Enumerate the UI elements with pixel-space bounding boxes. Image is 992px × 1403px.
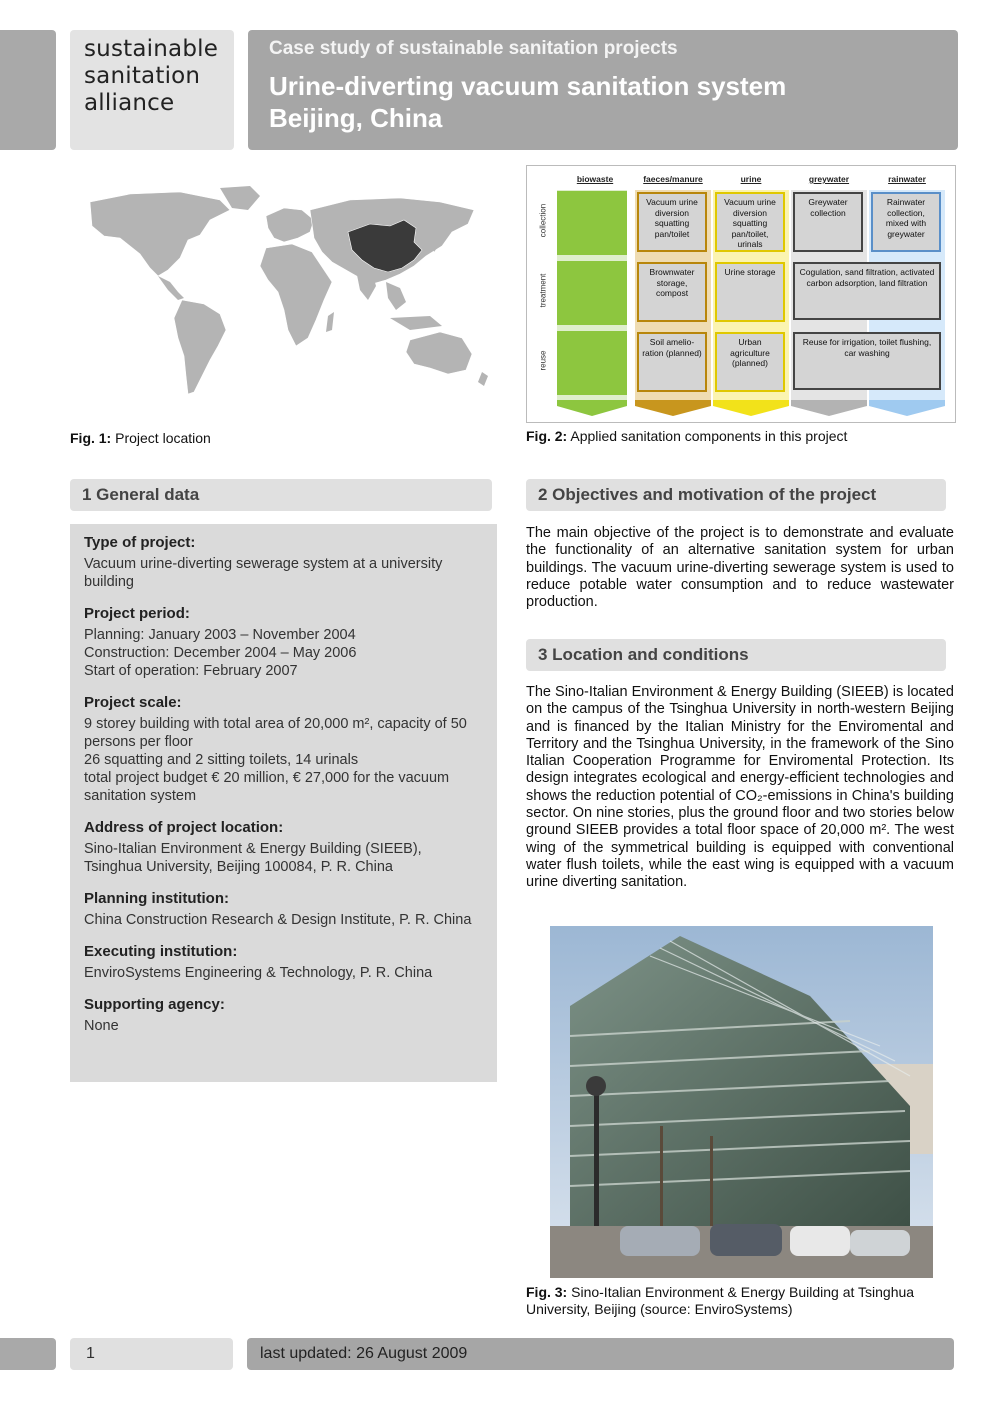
- gd-label-period: Project period:: [84, 605, 190, 622]
- biowaste-treatment: [557, 261, 627, 325]
- last-updated: last updated: 26 August 2009: [247, 1338, 954, 1370]
- col-faeces: faeces/manure: [643, 174, 703, 184]
- row-reuse: reuse: [538, 350, 548, 371]
- map-north-america: [90, 192, 230, 276]
- map-madagascar: [326, 312, 334, 332]
- gd-label-supporting: Supporting agency:: [84, 996, 225, 1013]
- page-title: Urine-diverting vacuum sanitation system: [269, 71, 787, 101]
- map-europe: [266, 208, 314, 242]
- section-objectives-heading: 2 Objectives and motivation of the project: [526, 479, 946, 511]
- gd-value-period: Construction: December 2004 – May 2006: [84, 645, 357, 661]
- gd-value-scale: 9 storey building with total area of 20,000 m², capacity of 50 persons per floor: [84, 716, 467, 750]
- biowaste-reuse: [557, 331, 627, 395]
- section-general-data-heading: 1 General data: [70, 479, 492, 511]
- cell-greywater-collection: Greywater collection: [793, 192, 863, 252]
- world-map: [70, 180, 495, 410]
- map-new-zealand: [478, 372, 488, 386]
- title-banner: [248, 30, 958, 150]
- col-greywater: greywater: [808, 174, 850, 184]
- biowaste-collection: [557, 191, 627, 255]
- map-africa: [260, 244, 332, 346]
- map-indonesia: [390, 316, 442, 330]
- sanitation-components-chart: [526, 165, 956, 423]
- fig1-caption: Fig. 1: Project location: [70, 430, 211, 446]
- flow-arrows: [557, 400, 947, 418]
- building-photo: [550, 926, 933, 1278]
- col-biowaste: biowaste: [576, 174, 614, 184]
- cell-greyrain-treatment: Cogulation, sand filtration, activated carbon adsorption, land filtration: [793, 262, 941, 320]
- gd-value-type: Vacuum urine-diverting sewerage system at a university building: [84, 556, 443, 590]
- fig2-caption: Fig. 2: Applied sanitation components in this project: [526, 428, 848, 444]
- header-subtitle: Case study of sustainable sanitation projects: [269, 38, 678, 59]
- objectives-text: The main objective of the project is to demonstrate and evaluate the functionality of an alternative sanitation system for urban buildings. The vacuum urine-diverting sewerage system is used to reduce potable water consumption and to reduce wastewater production.: [526, 525, 954, 611]
- row-treatment: treatment: [538, 273, 548, 308]
- logo-line: sustainable: [84, 36, 219, 62]
- cell-faeces-reuse: Soil amelio-ration (planned): [637, 332, 707, 392]
- page-title-location: Beijing, China: [269, 103, 443, 133]
- col-rainwater: rainwater: [888, 174, 926, 184]
- map-southeast-asia: [386, 282, 406, 310]
- gd-label-planning: Planning institution:: [84, 890, 229, 907]
- gd-value-address: Sino-Italian Environment & Energy Building (SIEEB), Tsinghua University, Beijing 100084, P. R. China: [84, 841, 422, 875]
- map-central-america: [158, 276, 184, 300]
- logo: [70, 30, 234, 150]
- cell-greyrain-reuse: Reuse for irrigation, toilet flushing, car washing: [793, 332, 941, 390]
- page-number: 1: [70, 1338, 233, 1370]
- footer-left-tab: [0, 1338, 56, 1370]
- row-collection: collection: [538, 203, 548, 238]
- cell-faeces-treatment: Brownwater storage, compost: [637, 262, 707, 322]
- gd-label-address: Address of project location:: [84, 819, 284, 836]
- gd-value-period: Start of operation: February 2007: [84, 663, 298, 679]
- header-left-tab: [0, 30, 56, 150]
- col-urine: urine: [740, 174, 762, 184]
- cell-urine-treatment: Urine storage: [715, 262, 785, 322]
- general-data-panel: [70, 524, 497, 1082]
- cell-urine-reuse: Urban agriculture (planned): [715, 332, 785, 392]
- gd-value-scale: 26 squatting and 2 sitting toilets, 14 urinals: [84, 752, 359, 768]
- gd-label-executing: Executing institution:: [84, 943, 238, 960]
- gd-value-period: Planning: January 2003 – November 2004: [84, 627, 356, 643]
- gd-value-supporting: None: [84, 1018, 119, 1034]
- cell-urine-collection: Vacuum urine diversion squatting pan/toilet, urinals: [715, 192, 785, 252]
- fig3-caption: Fig. 3: Sino-Italian Environment & Energy Building at Tsinghua University, Beijing (source: EnviroSystems): [526, 1284, 915, 1317]
- map-australia: [406, 332, 472, 374]
- cell-faeces-collection: Vacuum urine diversion squatting pan/toilet: [637, 192, 707, 252]
- cell-rainwater-collection: Rainwater collection, mixed with greywater: [871, 192, 941, 252]
- gd-label-type: Type of project:: [84, 534, 196, 551]
- gd-label-scale: Project scale:: [84, 694, 182, 711]
- logo-line: sanitation: [84, 63, 201, 89]
- gd-value-executing: EnviroSystems Engineering & Technology, P. R. China: [84, 965, 433, 981]
- logo-line: alliance: [84, 90, 175, 116]
- location-text: The Sino-Italian Environment & Energy Building (SIEEB) is located on the campus of the Tsinghua University in north-western Beijing and is financed by the Italian Ministry for the Enviromental and Territory and the Tsinghua University, in the framework of the Sino Italian Cooperation Programme for Enviromental Protection. Its design integrates ecological and energy-efficient technologies and shows the reduction potential of CO₂-emissions in China's building sector. On nine stories, plus the ground floor and two stories below ground SIEEB provides a total floor space of 20,000 m². The west wing of the symmetrical building is equipped with conventional water flush toilets, while the east wing is equipped with a vacuum urine diverting sanitation.: [526, 684, 954, 891]
- gd-value-scale: total project budget € 20 million, € 27,000 for the vacuum sanitation system: [84, 770, 450, 804]
- map-south-america: [174, 300, 226, 394]
- section-location-heading: 3 Location and conditions: [526, 639, 946, 671]
- gd-value-planning: China Construction Research & Design Institute, P. R. China: [84, 912, 472, 928]
